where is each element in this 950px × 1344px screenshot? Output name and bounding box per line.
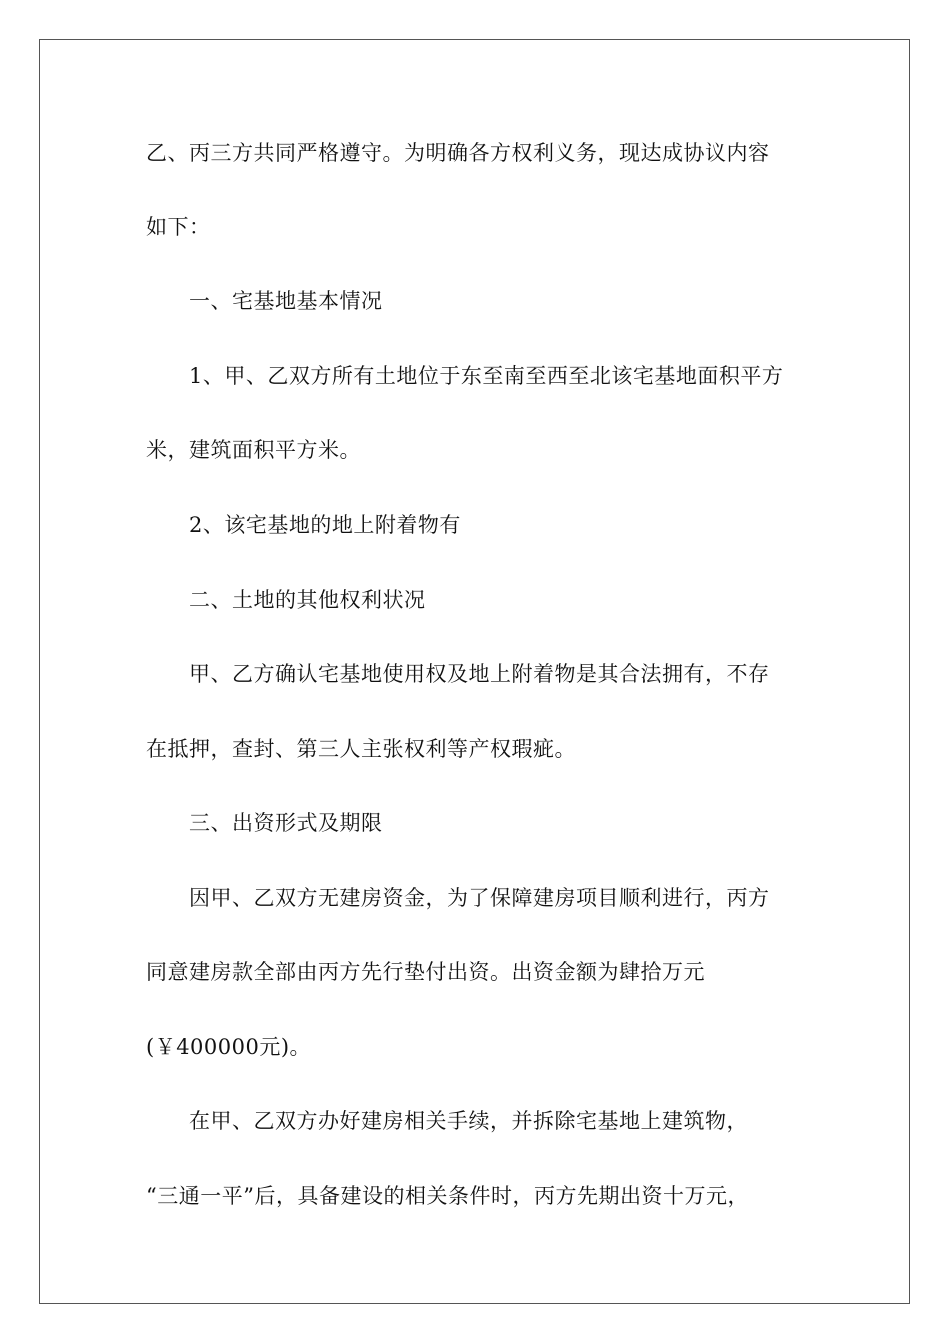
text-line-8: 甲、乙方确认宅基地使用权及地上附着物是其合法拥有，不存 [189,662,770,686]
section-heading-1: 一、宅基地基本情况 [189,289,383,313]
text-line-4: 1、甲、乙双方所有土地位于东至南至西至北该宅基地面积平方 [189,364,784,388]
section-heading-2: 二、土地的其他权利状况 [189,588,426,612]
text-line-2: 如下： [146,215,211,239]
text-line-15: “三通一平”后，具备建设的相关条件时，丙方先期出资十万元， [146,1184,749,1208]
text-line-11: 因甲、乙双方无建房资金，为了保障建房项目顺利进行，丙方 [189,886,770,910]
text-line-9: 在抵押，查封、第三人主张权利等产权瑕疵。 [146,737,576,761]
text-line-1: 乙、丙三方共同严格遵守。为明确各方权利义务，现达成协议内容 [146,141,770,165]
text-line-12: 同意建房款全部由丙方先行垫付出资。出资金额为肆拾万元 [146,960,705,984]
text-line-14: 在甲、乙双方办好建房相关手续，并拆除宅基地上建筑物， [189,1109,748,1133]
text-line-5: 米，建筑面积平方米。 [146,438,361,462]
text-line-13: (￥400000元)。 [146,1035,312,1059]
text-line-6: 2、该宅基地的地上附着物有 [189,513,461,537]
section-heading-3: 三、出资形式及期限 [189,811,383,835]
